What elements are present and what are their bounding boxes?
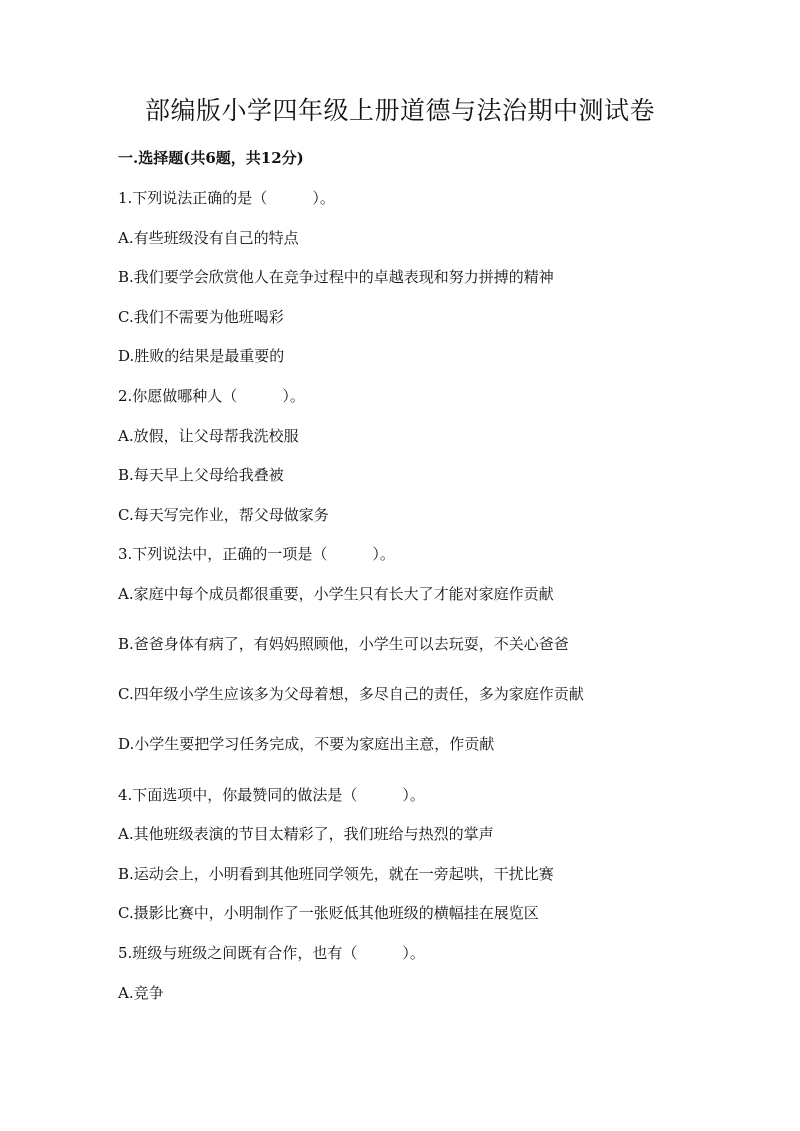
question-4-option-b: B.运动会上，小明看到其他班同学领先，就在一旁起哄，干扰比赛 [118, 865, 554, 883]
question-3-stem: 3.下列说法中，正确的一项是（ ）。 [118, 545, 395, 563]
question-5-option-a: A.竞争 [118, 984, 164, 1002]
question-2-stem: 2.你愿做哪种人（ ）。 [118, 387, 305, 405]
question-1-option-c: C.我们不需要为他班喝彩 [118, 308, 284, 326]
question-4-option-a: A.其他班级表演的节目太精彩了，我们班给与热烈的掌声 [118, 825, 494, 843]
question-1-stem: 1.下列说法正确的是（ ）。 [118, 189, 335, 207]
question-3-option-a: A.家庭中每个成员都很重要，小学生只有长大了才能对家庭作贡献 [118, 585, 554, 603]
question-3-option-b: B.爸爸身体有病了，有妈妈照顾他，小学生可以去玩耍，不关心爸爸 [118, 635, 569, 653]
question-3-option-c: C.四年级小学生应该多为父母着想，多尽自己的责任，多为家庭作贡献 [118, 685, 584, 703]
question-2-option-c: C.每天写完作业，帮父母做家务 [118, 506, 329, 524]
question-1-option-b: B.我们要学会欣赏他人在竞争过程中的卓越表现和努力拼搏的精神 [118, 268, 554, 286]
question-1-option-a: A.有些班级没有自己的特点 [118, 229, 299, 247]
question-4-option-c: C.摄影比赛中，小明制作了一张贬低其他班级的横幅挂在展览区 [118, 904, 539, 922]
page-title: 部编版小学四年级上册道德与法治期中测试卷 [144, 96, 655, 125]
section-heading: 一.选择题(共6题，共12分) [118, 149, 304, 167]
question-3-option-d: D.小学生要把学习任务完成，不要为家庭出主意，作贡献 [118, 735, 495, 753]
question-4-stem: 4.下面选项中，你最赞同的做法是（ ）。 [118, 786, 425, 804]
question-1-option-d: D.胜败的结果是最重要的 [118, 347, 285, 365]
question-2-option-b: B.每天早上父母给我叠被 [118, 466, 284, 484]
question-2-option-a: A.放假，让父母帮我洗校服 [118, 427, 299, 445]
question-5-stem: 5.班级与班级之间既有合作，也有（ ）。 [118, 944, 425, 962]
